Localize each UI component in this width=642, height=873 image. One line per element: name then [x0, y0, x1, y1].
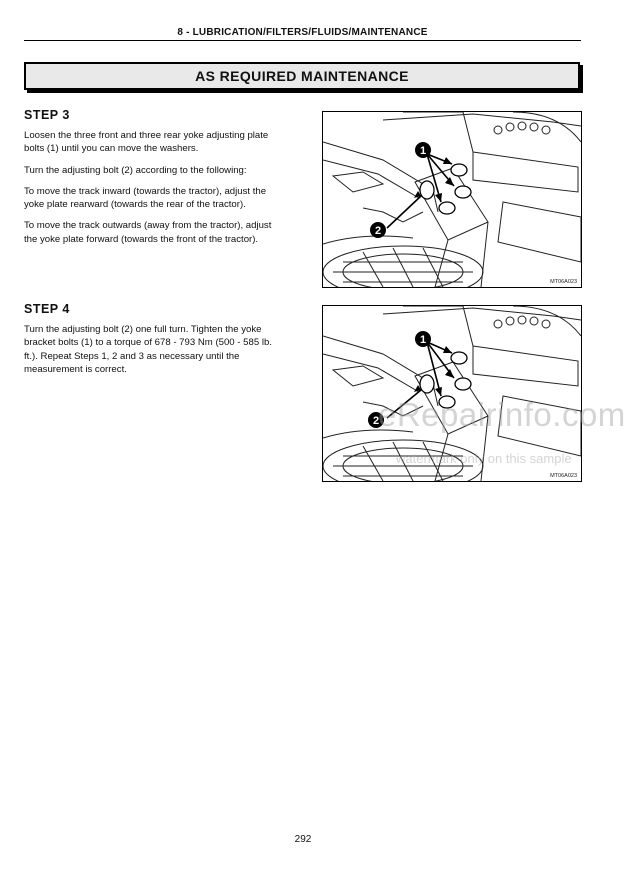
- callout-1-label: 1: [419, 334, 427, 346]
- step-4-paragraph-1: Turn the adjusting bolt (2) one full turn. Tighten the yoke bracket bolts (1) to a torque of 678 - 793 Nm (500 - 585 lb. ft.). Repeat Steps 1, 2 and 3 as necessary until the measurement is correct.: [24, 324, 272, 375]
- section-title: AS REQUIRED MAINTENANCE: [24, 62, 580, 90]
- callout-2-label: 2: [372, 415, 380, 427]
- step-3-block: [24, 108, 278, 254]
- step-3-heading: STEP 3: [24, 108, 70, 122]
- watermark-note: watermark only on this sample: [396, 451, 572, 466]
- yoke-illustration: [323, 112, 581, 287]
- step-4-block: [24, 302, 278, 384]
- step-3-paragraph-4: To move the track outwards (away from the tractor), adjust the yoke plate forward (towards the front of the tractor).: [24, 220, 272, 245]
- figure-code: MT06A023: [550, 279, 577, 285]
- figure-yoke-bolts-step-3: [322, 111, 582, 288]
- running-header: 8 - LUBRICATION/FILTERS/FLUIDS/MAINTENANCE: [177, 27, 428, 38]
- step-3-paragraph-1: Loosen the three front and three rear yoke adjusting plate bolts (1) until you can move the washers.: [24, 130, 269, 155]
- step-3-paragraph-2: Turn the adjusting bolt (2) according to the following:: [24, 164, 247, 176]
- callout-1-label: 1: [419, 145, 427, 157]
- page-number: 292: [294, 834, 312, 845]
- step-4-heading: STEP 4: [24, 302, 70, 316]
- step-3-paragraph-3: To move the track inward (towards the tractor), adjust the yoke plate rearward (towards the rear of the tractor).: [24, 185, 267, 211]
- figure-code: MT06A023: [550, 473, 577, 479]
- callout-2-label: 2: [374, 225, 382, 237]
- watermark-site: eRepairinfo.com: [378, 396, 626, 433]
- header-rule: [24, 40, 581, 41]
